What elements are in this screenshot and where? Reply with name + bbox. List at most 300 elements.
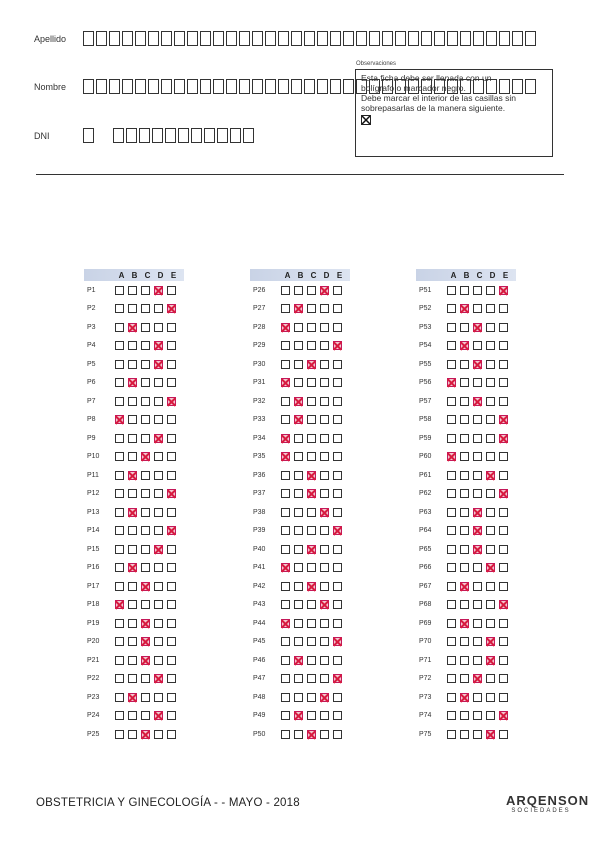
answer-checkbox[interactable] [486,508,495,517]
answer-checkbox[interactable] [154,600,163,609]
nombre-char-box[interactable] [148,79,159,94]
answer-checkbox[interactable] [167,341,176,350]
apellido-char-box[interactable] [343,31,354,46]
answer-checkbox[interactable] [447,674,456,683]
answer-checkbox[interactable] [115,711,124,720]
answer-checkbox[interactable] [320,434,329,443]
dni-field[interactable] [113,128,256,143]
answer-checkbox[interactable] [333,304,342,313]
apellido-char-box[interactable] [382,31,393,46]
nombre-char-box[interactable] [213,79,224,94]
answer-checkbox[interactable] [294,600,303,609]
answer-checkbox[interactable] [307,323,316,332]
answer-checkbox-marked[interactable] [460,693,469,702]
answer-checkbox[interactable] [333,730,342,739]
answer-checkbox-marked[interactable] [473,397,482,406]
answer-checkbox[interactable] [333,489,342,498]
answer-checkbox[interactable] [486,693,495,702]
answer-checkbox[interactable] [333,619,342,628]
answer-checkbox-marked[interactable] [499,489,508,498]
nombre-char-box[interactable] [83,79,94,94]
dni-char-box[interactable] [191,128,202,143]
answer-checkbox[interactable] [281,471,290,480]
answer-checkbox[interactable] [128,637,137,646]
apellido-char-box[interactable] [434,31,445,46]
answer-checkbox[interactable] [167,582,176,591]
answer-checkbox-marked[interactable] [141,730,150,739]
answer-checkbox[interactable] [294,637,303,646]
answer-checkbox-marked[interactable] [460,619,469,628]
answer-checkbox[interactable] [141,341,150,350]
answer-checkbox[interactable] [473,656,482,665]
answer-checkbox[interactable] [447,637,456,646]
answer-checkbox[interactable] [307,304,316,313]
answer-checkbox-marked[interactable] [473,360,482,369]
answer-checkbox[interactable] [486,415,495,424]
answer-checkbox[interactable] [154,489,163,498]
answer-checkbox[interactable] [320,397,329,406]
answer-checkbox[interactable] [294,452,303,461]
apellido-char-box[interactable] [499,31,510,46]
answer-checkbox[interactable] [447,711,456,720]
answer-checkbox[interactable] [460,563,469,572]
answer-checkbox[interactable] [307,600,316,609]
answer-checkbox[interactable] [141,674,150,683]
answer-checkbox[interactable] [115,434,124,443]
answer-checkbox-marked[interactable] [473,526,482,535]
answer-checkbox[interactable] [294,674,303,683]
answer-checkbox[interactable] [447,619,456,628]
answer-checkbox[interactable] [447,434,456,443]
answer-checkbox[interactable] [281,286,290,295]
apellido-field[interactable] [83,31,538,46]
answer-checkbox[interactable] [281,341,290,350]
answer-checkbox[interactable] [167,378,176,387]
nombre-char-box[interactable] [200,79,211,94]
nombre-char-box[interactable] [239,79,250,94]
apellido-char-box[interactable] [226,31,237,46]
answer-checkbox-marked[interactable] [499,415,508,424]
answer-checkbox[interactable] [460,434,469,443]
apellido-char-box[interactable] [525,31,536,46]
answer-checkbox-marked[interactable] [499,434,508,443]
answer-checkbox[interactable] [320,378,329,387]
answer-checkbox[interactable] [473,434,482,443]
answer-checkbox[interactable] [473,619,482,628]
answer-checkbox[interactable] [499,730,508,739]
answer-checkbox[interactable] [281,304,290,313]
apellido-char-box[interactable] [252,31,263,46]
answer-checkbox[interactable] [473,693,482,702]
answer-checkbox-marked[interactable] [307,489,316,498]
answer-checkbox[interactable] [128,341,137,350]
apellido-char-box[interactable] [369,31,380,46]
answer-checkbox-marked[interactable] [128,563,137,572]
answer-checkbox[interactable] [128,619,137,628]
answer-checkbox[interactable] [128,489,137,498]
answer-checkbox[interactable] [333,711,342,720]
answer-checkbox[interactable] [473,378,482,387]
answer-checkbox[interactable] [499,360,508,369]
nombre-char-box[interactable] [109,79,120,94]
answer-checkbox-marked[interactable] [154,360,163,369]
answer-checkbox[interactable] [154,508,163,517]
dni-char-box[interactable] [217,128,228,143]
answer-checkbox[interactable] [486,674,495,683]
answer-checkbox-marked[interactable] [320,693,329,702]
answer-checkbox[interactable] [460,600,469,609]
answer-checkbox[interactable] [307,415,316,424]
answer-checkbox[interactable] [167,452,176,461]
answer-checkbox[interactable] [294,508,303,517]
answer-checkbox-marked[interactable] [307,730,316,739]
answer-checkbox[interactable] [473,304,482,313]
answer-checkbox[interactable] [294,471,303,480]
answer-checkbox[interactable] [154,415,163,424]
answer-checkbox[interactable] [486,434,495,443]
answer-checkbox[interactable] [499,545,508,554]
answer-checkbox[interactable] [320,619,329,628]
answer-checkbox[interactable] [115,378,124,387]
answer-checkbox[interactable] [473,286,482,295]
answer-checkbox-marked[interactable] [141,619,150,628]
answer-checkbox-marked[interactable] [141,582,150,591]
answer-checkbox[interactable] [333,656,342,665]
answer-checkbox[interactable] [320,582,329,591]
answer-checkbox[interactable] [447,563,456,572]
answer-checkbox[interactable] [447,397,456,406]
dni-char-box[interactable] [243,128,254,143]
answer-checkbox-marked[interactable] [154,286,163,295]
answer-checkbox[interactable] [307,378,316,387]
answer-checkbox[interactable] [447,415,456,424]
answer-checkbox[interactable] [499,563,508,572]
apellido-char-box[interactable] [187,31,198,46]
answer-checkbox-marked[interactable] [307,582,316,591]
answer-checkbox[interactable] [167,471,176,480]
answer-checkbox[interactable] [499,619,508,628]
answer-checkbox[interactable] [320,563,329,572]
answer-checkbox-marked[interactable] [281,563,290,572]
answer-checkbox[interactable] [141,415,150,424]
answer-checkbox[interactable] [486,323,495,332]
answer-checkbox[interactable] [333,286,342,295]
answer-checkbox[interactable] [460,674,469,683]
answer-checkbox-marked[interactable] [128,378,137,387]
answer-checkbox[interactable] [333,471,342,480]
answer-checkbox[interactable] [141,471,150,480]
answer-checkbox[interactable] [460,489,469,498]
answer-checkbox-marked[interactable] [154,341,163,350]
answer-checkbox[interactable] [499,341,508,350]
answer-checkbox[interactable] [473,711,482,720]
answer-checkbox[interactable] [115,582,124,591]
answer-checkbox[interactable] [499,637,508,646]
dni-char-box[interactable] [178,128,189,143]
nombre-char-box[interactable] [278,79,289,94]
answer-checkbox[interactable] [141,397,150,406]
apellido-char-box[interactable] [161,31,172,46]
answer-checkbox[interactable] [281,526,290,535]
answer-checkbox[interactable] [141,286,150,295]
answer-checkbox[interactable] [141,600,150,609]
answer-checkbox[interactable] [447,730,456,739]
answer-checkbox[interactable] [154,563,163,572]
answer-checkbox-marked[interactable] [486,563,495,572]
answer-checkbox[interactable] [281,730,290,739]
nombre-char-box[interactable] [291,79,302,94]
answer-checkbox[interactable] [128,582,137,591]
apellido-char-box[interactable] [96,31,107,46]
answer-checkbox[interactable] [128,545,137,554]
answer-checkbox[interactable] [473,471,482,480]
answer-checkbox[interactable] [460,360,469,369]
answer-checkbox[interactable] [294,341,303,350]
answer-checkbox[interactable] [294,286,303,295]
answer-checkbox[interactable] [486,600,495,609]
answer-checkbox[interactable] [167,674,176,683]
answer-checkbox[interactable] [294,360,303,369]
answer-checkbox[interactable] [167,360,176,369]
answer-checkbox[interactable] [294,434,303,443]
answer-checkbox[interactable] [320,637,329,646]
answer-checkbox[interactable] [460,545,469,554]
answer-checkbox[interactable] [447,471,456,480]
answer-checkbox[interactable] [473,341,482,350]
answer-checkbox[interactable] [460,637,469,646]
answer-checkbox-marked[interactable] [460,341,469,350]
apellido-char-box[interactable] [395,31,406,46]
answer-checkbox[interactable] [486,341,495,350]
answer-checkbox[interactable] [499,304,508,313]
answer-checkbox[interactable] [154,378,163,387]
apellido-char-box[interactable] [213,31,224,46]
answer-checkbox[interactable] [486,489,495,498]
answer-checkbox[interactable] [320,360,329,369]
answer-checkbox[interactable] [320,545,329,554]
nombre-char-box[interactable] [174,79,185,94]
answer-checkbox-marked[interactable] [473,545,482,554]
answer-checkbox-marked[interactable] [333,526,342,535]
answer-checkbox[interactable] [281,545,290,554]
answer-checkbox-marked[interactable] [281,434,290,443]
answer-checkbox[interactable] [447,600,456,609]
answer-checkbox[interactable] [499,378,508,387]
nombre-char-box[interactable] [330,79,341,94]
answer-checkbox-marked[interactable] [499,286,508,295]
answer-checkbox[interactable] [167,711,176,720]
answer-checkbox-marked[interactable] [281,619,290,628]
answer-checkbox[interactable] [167,693,176,702]
answer-checkbox[interactable] [307,452,316,461]
answer-checkbox[interactable] [167,545,176,554]
answer-checkbox[interactable] [447,323,456,332]
apellido-char-box[interactable] [512,31,523,46]
answer-checkbox-marked[interactable] [128,323,137,332]
nombre-char-box[interactable] [343,79,354,94]
answer-checkbox-marked[interactable] [486,656,495,665]
answer-checkbox[interactable] [320,304,329,313]
answer-checkbox[interactable] [141,360,150,369]
answer-checkbox[interactable] [128,304,137,313]
answer-checkbox[interactable] [167,434,176,443]
answer-checkbox[interactable] [460,656,469,665]
apellido-char-box[interactable] [109,31,120,46]
answer-checkbox[interactable] [473,563,482,572]
answer-checkbox[interactable] [307,397,316,406]
answer-checkbox[interactable] [499,674,508,683]
answer-checkbox[interactable] [128,656,137,665]
answer-checkbox[interactable] [333,582,342,591]
answer-checkbox[interactable] [473,582,482,591]
answer-checkbox[interactable] [473,637,482,646]
apellido-char-box[interactable] [447,31,458,46]
apellido-char-box[interactable] [486,31,497,46]
answer-checkbox[interactable] [320,415,329,424]
answer-checkbox-marked[interactable] [141,656,150,665]
answer-checkbox-marked[interactable] [333,341,342,350]
answer-checkbox[interactable] [115,526,124,535]
answer-checkbox[interactable] [473,415,482,424]
answer-checkbox[interactable] [154,693,163,702]
dni-char-box[interactable] [126,128,137,143]
answer-checkbox[interactable] [141,378,150,387]
answer-checkbox[interactable] [294,526,303,535]
answer-checkbox[interactable] [141,489,150,498]
answer-checkbox[interactable] [320,489,329,498]
answer-checkbox[interactable] [128,415,137,424]
answer-checkbox[interactable] [154,619,163,628]
nombre-char-box[interactable] [161,79,172,94]
answer-checkbox[interactable] [486,452,495,461]
answer-checkbox[interactable] [447,656,456,665]
answer-checkbox[interactable] [115,674,124,683]
answer-checkbox[interactable] [167,415,176,424]
answer-checkbox[interactable] [115,508,124,517]
answer-checkbox[interactable] [281,360,290,369]
answer-checkbox[interactable] [499,582,508,591]
answer-checkbox[interactable] [115,656,124,665]
answer-checkbox-marked[interactable] [486,471,495,480]
apellido-char-box[interactable] [330,31,341,46]
answer-checkbox-marked[interactable] [307,360,316,369]
dni-char-box[interactable] [152,128,163,143]
answer-checkbox[interactable] [333,452,342,461]
answer-checkbox[interactable] [141,323,150,332]
nombre-char-box[interactable] [135,79,146,94]
answer-checkbox[interactable] [294,378,303,387]
answer-checkbox[interactable] [499,508,508,517]
nombre-char-box[interactable] [187,79,198,94]
answer-checkbox[interactable] [115,286,124,295]
answer-checkbox[interactable] [167,286,176,295]
answer-checkbox-marked[interactable] [307,545,316,554]
answer-checkbox[interactable] [128,526,137,535]
answer-checkbox[interactable] [320,711,329,720]
answer-checkbox[interactable] [154,471,163,480]
answer-checkbox[interactable] [307,619,316,628]
answer-checkbox[interactable] [115,730,124,739]
apellido-char-box[interactable] [122,31,133,46]
answer-checkbox[interactable] [167,600,176,609]
answer-checkbox[interactable] [115,304,124,313]
answer-checkbox[interactable] [167,323,176,332]
apellido-char-box[interactable] [317,31,328,46]
answer-checkbox[interactable] [128,452,137,461]
answer-checkbox[interactable] [333,693,342,702]
apellido-char-box[interactable] [421,31,432,46]
answer-checkbox[interactable] [499,526,508,535]
answer-checkbox[interactable] [128,286,137,295]
answer-checkbox[interactable] [294,582,303,591]
answer-checkbox[interactable] [141,563,150,572]
answer-checkbox-marked[interactable] [294,415,303,424]
apellido-char-box[interactable] [148,31,159,46]
answer-checkbox-marked[interactable] [115,600,124,609]
answer-checkbox[interactable] [128,397,137,406]
answer-checkbox-marked[interactable] [333,674,342,683]
answer-checkbox[interactable] [486,545,495,554]
answer-checkbox-marked[interactable] [154,711,163,720]
answer-checkbox-marked[interactable] [167,526,176,535]
answer-checkbox[interactable] [486,397,495,406]
answer-checkbox-marked[interactable] [167,304,176,313]
nombre-char-box[interactable] [96,79,107,94]
answer-checkbox[interactable] [447,508,456,517]
answer-checkbox[interactable] [154,582,163,591]
answer-checkbox[interactable] [281,508,290,517]
answer-checkbox-marked[interactable] [115,415,124,424]
answer-checkbox[interactable] [486,378,495,387]
answer-checkbox[interactable] [154,656,163,665]
apellido-char-box[interactable] [265,31,276,46]
answer-checkbox-marked[interactable] [128,471,137,480]
answer-checkbox[interactable] [333,415,342,424]
answer-checkbox[interactable] [281,415,290,424]
answer-checkbox[interactable] [460,415,469,424]
answer-checkbox[interactable] [447,582,456,591]
answer-checkbox[interactable] [281,397,290,406]
answer-checkbox[interactable] [486,711,495,720]
answer-checkbox[interactable] [154,304,163,313]
answer-checkbox-marked[interactable] [320,508,329,517]
answer-checkbox[interactable] [460,323,469,332]
answer-checkbox[interactable] [115,619,124,628]
answer-checkbox[interactable] [320,526,329,535]
answer-checkbox[interactable] [128,674,137,683]
answer-checkbox-marked[interactable] [473,674,482,683]
answer-checkbox[interactable] [486,582,495,591]
answer-checkbox[interactable] [115,452,124,461]
answer-checkbox[interactable] [307,286,316,295]
answer-checkbox[interactable] [115,341,124,350]
answer-checkbox-marked[interactable] [154,545,163,554]
answer-checkbox[interactable] [281,711,290,720]
answer-checkbox-marked[interactable] [167,489,176,498]
nombre-char-box[interactable] [317,79,328,94]
answer-checkbox[interactable] [333,323,342,332]
nombre-char-box[interactable] [252,79,263,94]
answer-checkbox[interactable] [294,489,303,498]
answer-checkbox[interactable] [294,619,303,628]
apellido-char-box[interactable] [239,31,250,46]
answer-checkbox[interactable] [154,637,163,646]
answer-checkbox-marked[interactable] [447,378,456,387]
apellido-char-box[interactable] [278,31,289,46]
answer-checkbox[interactable] [447,360,456,369]
apellido-char-box[interactable] [174,31,185,46]
apellido-char-box[interactable] [291,31,302,46]
